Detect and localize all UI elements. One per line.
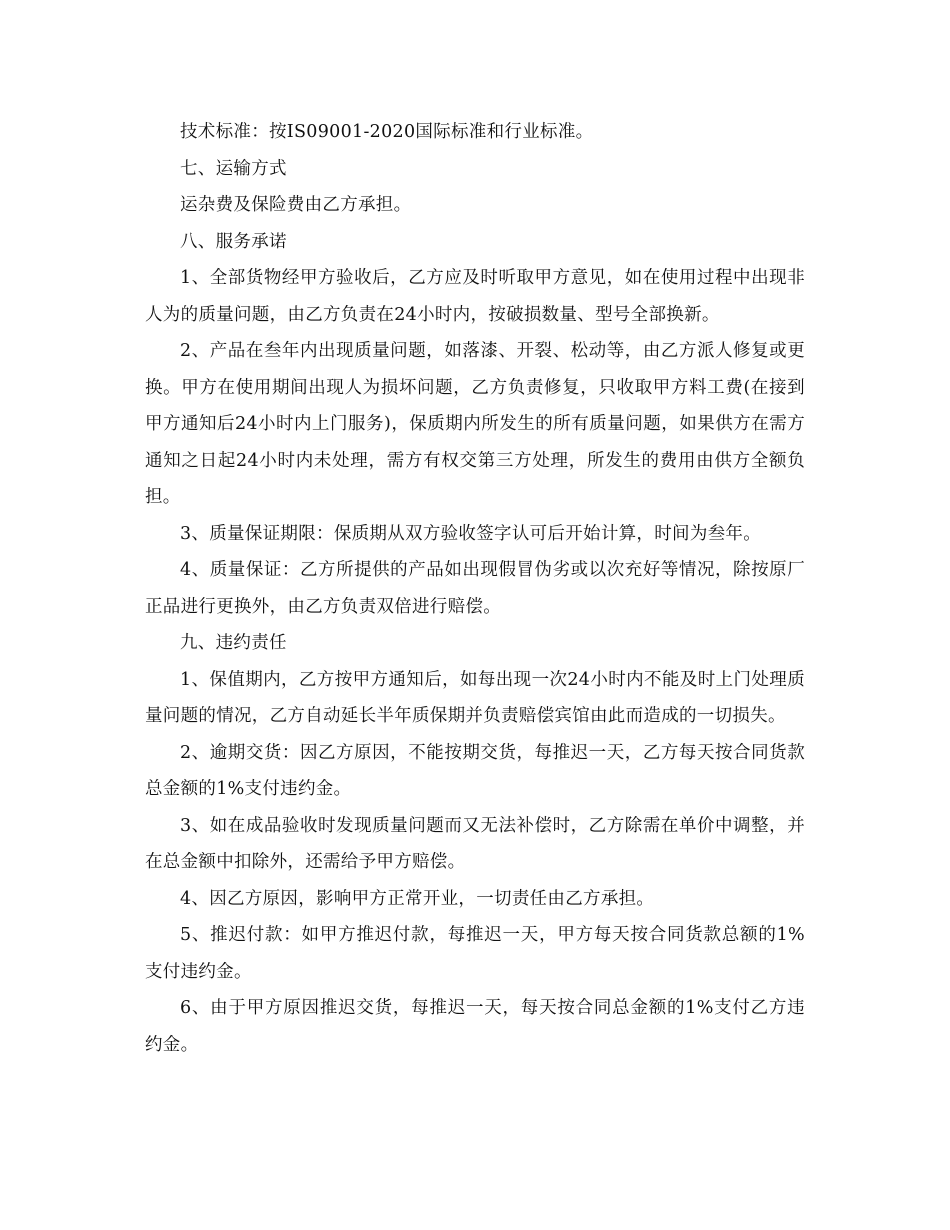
- section-heading-liability: 九、违约责任: [180, 633, 287, 653]
- paragraph-liability-4: 4、因乙方原因，影响甲方正常开业，一切责任由乙方承担。: [180, 888, 655, 909]
- paragraph-liability-6: 6、由于甲方原因推迟交货，每推迟一天，每天按合同总金额的1%支付乙方违约金。: [145, 998, 805, 1055]
- section-heading-transport: 七、运输方式: [180, 158, 287, 179]
- paragraph-service-4: 4、质量保证：乙方所提供的产品如出现假冒伪劣或以次充好等情况，除按原厂正品进行更换外，由乙方负责双倍进行赔偿。: [145, 560, 805, 617]
- paragraph-liability-1: 1、保值期内，乙方按甲方通知后，如每出现一次24小时内不能及时上门处理质量问题的情况，乙方自动延长半年质保期并负责赔偿宾馆由此而造成的一切损失。: [145, 669, 805, 726]
- paragraph-liability-2: 2、逾期交货：因乙方原因，不能按期交货，每推迟一天，乙方每天按合同货款总金额的1%支付违约金。: [145, 742, 805, 799]
- document-body: [145, 114, 805, 1063]
- paragraph-technical-standard: 技术标准：按IS09001-2020国际标准和行业标准。: [180, 122, 594, 142]
- paragraph-liability-5: 5、推迟付款：如甲方推迟付款，每推迟一天，甲方每天按合同货款总额的1%支付违约金。: [145, 925, 805, 982]
- section-heading-service: 八、服务承诺: [180, 231, 287, 252]
- paragraph-liability-3: 3、如在成品验收时发现质量问题而又无法补偿时，乙方除需在单价中调整，并在总金额中扣除外，还需给予甲方赔偿。: [145, 815, 805, 872]
- paragraph-transport-cost: 运杂费及保险费由乙方承担。: [180, 195, 412, 215]
- paragraph-service-2: 2、产品在叁年内出现质量问题，如落漆、开裂、松动等，由乙方派人修复或更换。甲方在使用期间出现人为损坏问题，乙方负责修复，只收取甲方料工费(在接到甲方通知后24小时内上门服务)，保质期内所发生的所有质量问题，如果供方在需方通知之日起24小时内未处理，需方有权交第三方处理，所发生的费用由供方全额负担。: [145, 341, 805, 507]
- paragraph-service-3: 3、质量保证期限：保质期从双方验收签字认可后开始计算，时间为叁年。: [180, 523, 762, 544]
- paragraph-service-1: 1、全部货物经甲方验收后，乙方应及时听取甲方意见，如在使用过程中出现非人为的质量问题，由乙方负责在24小时内，按破损数量、型号全部换新。: [145, 268, 805, 325]
